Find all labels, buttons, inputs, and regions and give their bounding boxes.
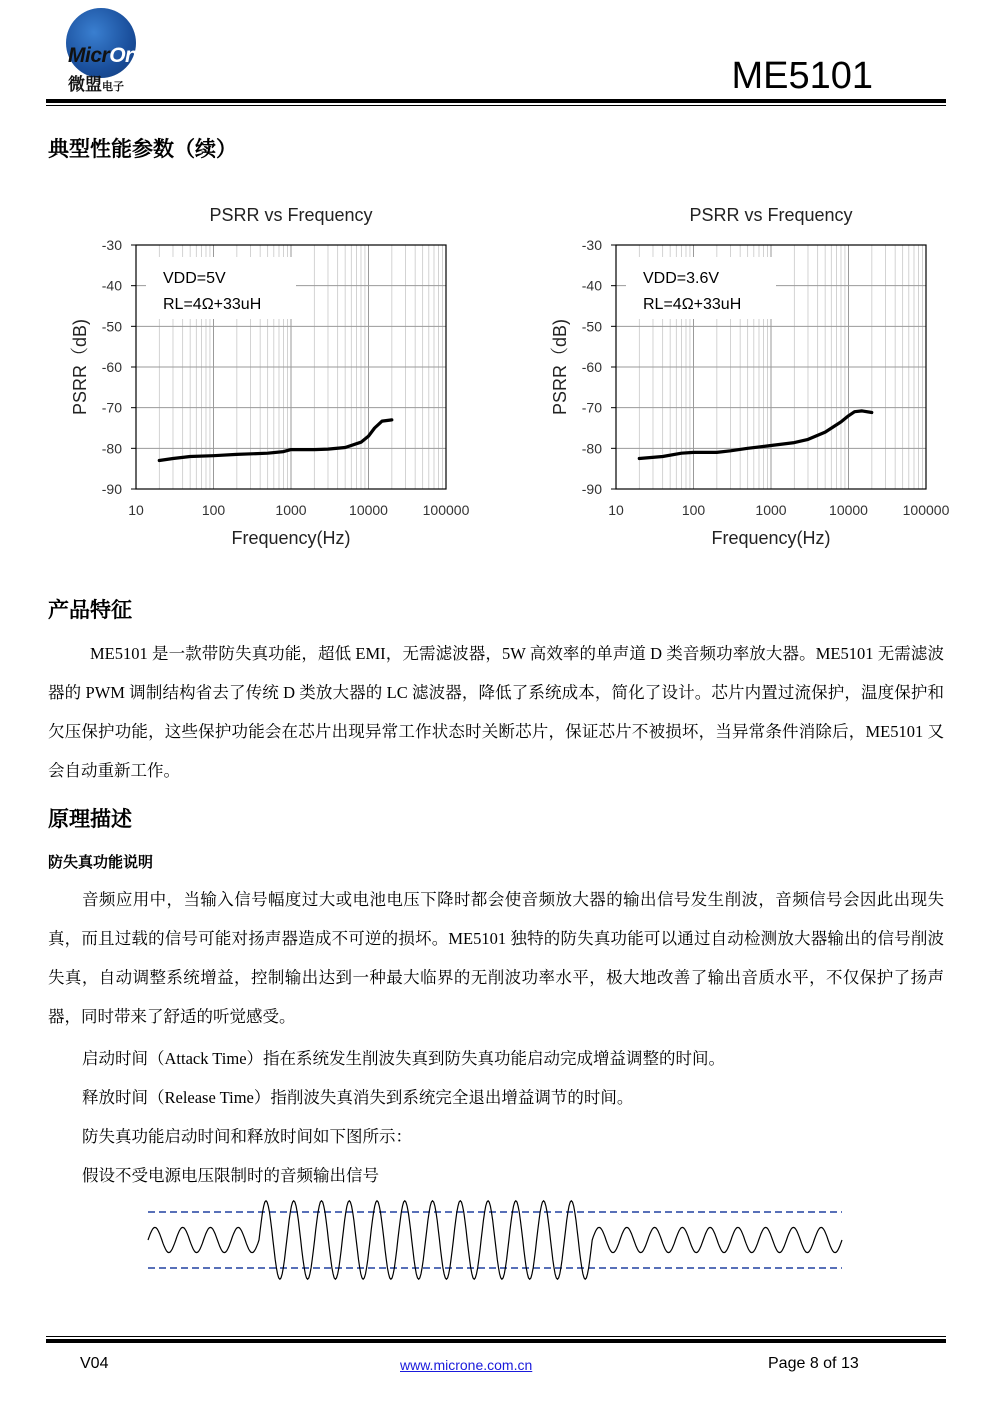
x-axis-label: Frequency(Hz) (711, 528, 831, 548)
part-number: ME5101 (731, 55, 873, 97)
y-tick-label: -80 (581, 440, 602, 457)
annotation-line-2: RL=4Ω+33uH (163, 296, 262, 313)
x-tick-label: 100000 (902, 502, 950, 518)
y-tick-label: -50 (101, 318, 122, 335)
x-axis-label: Frequency(Hz) (231, 528, 351, 548)
subsection-title-anti-clip: 防失真功能说明 (48, 853, 154, 871)
logo-text-cn: 微盟电子 (68, 75, 124, 95)
x-tick-label: 100 (681, 502, 706, 518)
y-tick-label: -70 (101, 399, 122, 416)
anti-clip-paragraph: 音频应用中，当输入信号幅度过大或电池电压下降时都会使音频放大器的输出信号发生削波，音频信号会因此出现失真，而且过载的信号可能对扬声器造成不可逆的损坏。ME5101 独特的防失真功能可以通过自动检测放大器输出的信号削波失真，自动调整系统增益，控制输出达到一种最大临界的无削波功率水平，极大地改善了输出音质水平，不仅保护了扬声器，同时带来了舒适的听觉感受。 (48, 890, 944, 1026)
x-tick-label: 10000 (349, 502, 388, 518)
figure-intro-line: 防失真功能启动时间和释放时间如下图所示： (82, 1127, 412, 1146)
y-tick-label: -80 (101, 440, 122, 457)
y-tick-label: -60 (581, 359, 602, 375)
section-title-features: 产品特征 (48, 598, 132, 622)
y-tick-label: -90 (581, 481, 602, 497)
footer-version: V04 (80, 1355, 109, 1372)
footer-rule-thin (46, 1336, 946, 1337)
company-logo (62, 8, 162, 98)
release-time-line: 释放时间（Release Time）指削波失真消失到系统完全退出增益调节的时间。 (82, 1088, 634, 1107)
x-tick-label: 10 (128, 502, 144, 518)
y-axis-label: PSRR（dB) (550, 318, 570, 416)
annotation-line-1: VDD=3.6V (643, 270, 720, 287)
x-tick-label: 1000 (275, 502, 307, 518)
y-tick-label: -30 (101, 237, 122, 253)
x-tick-label: 10000 (829, 502, 868, 518)
y-tick-label: -40 (581, 277, 602, 294)
waveform-caption: 假设不受电源电压限制时的音频输出信号 (82, 1166, 379, 1185)
section-title-typical: 典型性能参数（续） (48, 137, 237, 161)
y-tick-label: -90 (101, 481, 122, 497)
psrr-chart-5v (60, 195, 480, 560)
footer-rule (46, 1339, 946, 1343)
header-rule-thin (46, 105, 946, 106)
chart-title: PSRR vs Frequency (209, 205, 373, 225)
attack-time-line: 启动时间（Attack Time）指在系统发生削波失真到防失真功能启动完成增益调整的时间。 (82, 1049, 726, 1068)
series-line (159, 420, 391, 461)
section-title-principle: 原理描述 (48, 807, 132, 831)
footer-website-link[interactable]: www.microne.com.cn (400, 1357, 533, 1373)
y-tick-label: -50 (581, 318, 602, 335)
audio-waveform-figure (140, 1198, 850, 1298)
x-tick-label: 100000 (422, 502, 470, 518)
y-tick-label: -40 (101, 277, 122, 294)
x-tick-label: 100 (201, 502, 226, 518)
x-tick-label: 1000 (755, 502, 787, 518)
y-axis-label: PSRR（dB) (70, 318, 90, 416)
annotation-line-2: RL=4Ω+33uH (643, 296, 742, 313)
chart-title: PSRR vs Frequency (689, 205, 853, 225)
psrr-chart-3v6 (540, 195, 970, 560)
logo-text-en: MicrOne (68, 44, 149, 67)
features-paragraph: ME5101 是一款带防失真功能，超低 EMI，无需滤波器，5W 高效率的单声道 D 类音频功率放大器。ME5101 无需滤波器的 PWM 调制结构省去了传统 D 类放大器的 LC 滤波器，降低了系统成本，简化了设计。芯片内置过流保护，温度保护和欠压保护功能，这些保护功能会在芯片出现异常工作状态时关断芯片，保证芯片不被损坏，当异常条件消除后，ME5101 又会自动重新工作。 (48, 644, 944, 780)
y-tick-label: -30 (581, 237, 602, 253)
y-tick-label: -60 (101, 359, 122, 375)
y-tick-label: -70 (581, 399, 602, 416)
header-rule (46, 99, 946, 103)
x-tick-label: 10 (608, 502, 624, 518)
footer-page-number: Page 8 of 13 (768, 1355, 859, 1372)
series-line (639, 411, 872, 459)
annotation-line-1: VDD=5V (163, 270, 226, 287)
